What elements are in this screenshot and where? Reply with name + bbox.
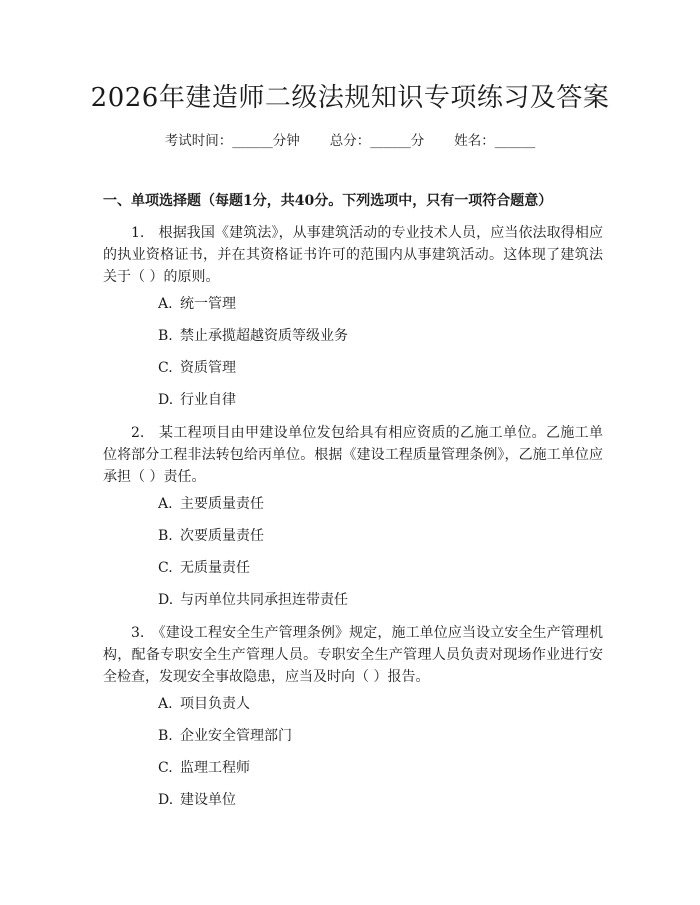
question-3-option-c bbox=[158, 758, 250, 778]
question-1-option-d bbox=[158, 390, 236, 410]
option-text: 资质管理 bbox=[180, 360, 236, 376]
option-letter: D. bbox=[158, 592, 174, 608]
question-2: 2. 某工程项目由甲建设单位发包给具有相应资质的乙施工单位。乙施工单位将部分工程非法转包给丙单位。根据《建设工程质量管理条例》，乙施工单位应承担（ ）责任。 bbox=[103, 425, 603, 485]
option-letter: D. bbox=[158, 792, 174, 808]
question-2-option-c bbox=[158, 558, 250, 578]
section-heading: 一、单项选择题（每题1分，共40分。下列选项中，只有一项符合题意） bbox=[103, 193, 553, 209]
option-text: 企业安全管理部门 bbox=[180, 728, 292, 744]
question-3-option-b bbox=[158, 726, 292, 746]
option-letter: B. bbox=[158, 328, 173, 344]
option-letter: C. bbox=[158, 560, 173, 576]
question-1: 1. 根据我国《建筑法》，从事建筑活动的专业技术人员，应当依法取得相应的执业资格证书，并在其资格证书许可的范围内从事建筑活动。这体现了建筑法关于（ ）的原则。 bbox=[103, 225, 603, 285]
option-letter: B. bbox=[158, 528, 173, 544]
name-field: 姓名：______ bbox=[454, 133, 536, 149]
question-3-option-d bbox=[158, 790, 236, 810]
question-3: 3. 《建设工程安全生产管理条例》规定，施工单位应当设立安全生产管理机构，配备专职安全生产管理人员。专职安全生产管理人员负责对现场作业进行安全检查，发现安全事故隐患，应当及时向（ ）报告。 bbox=[103, 625, 603, 685]
option-text: 禁止承揽超越资质等级业务 bbox=[180, 328, 348, 344]
exam-meta bbox=[0, 131, 700, 151]
question-2-option-b bbox=[158, 526, 264, 546]
option-text: 行业自律 bbox=[180, 392, 236, 408]
option-letter: A. bbox=[158, 696, 173, 712]
option-text: 建设单位 bbox=[180, 792, 236, 808]
question-3-option-a bbox=[158, 694, 250, 714]
question-2-option-d bbox=[158, 590, 348, 610]
option-text: 统一管理 bbox=[180, 296, 236, 312]
option-letter: A. bbox=[158, 496, 173, 512]
question-1-option-c bbox=[158, 358, 236, 378]
option-text: 项目负责人 bbox=[180, 696, 250, 712]
question-1-option-a bbox=[158, 294, 236, 314]
document-title: 2026年建造师二级法规知识专项练习及答案 bbox=[90, 83, 610, 113]
option-letter: B. bbox=[158, 728, 173, 744]
option-text: 主要质量责任 bbox=[180, 496, 264, 512]
option-text: 监理工程师 bbox=[180, 760, 250, 776]
exam-time-field: 考试时间：______分钟 bbox=[164, 133, 300, 149]
total-score-field: 总分：______分 bbox=[329, 133, 425, 149]
question-1-option-b bbox=[158, 326, 348, 346]
option-letter: D. bbox=[158, 392, 174, 408]
option-text: 次要质量责任 bbox=[180, 528, 264, 544]
option-letter: A. bbox=[158, 296, 173, 312]
option-text: 与丙单位共同承担连带责任 bbox=[180, 592, 348, 608]
option-letter: C. bbox=[158, 360, 173, 376]
option-letter: C. bbox=[158, 760, 173, 776]
option-text: 无质量责任 bbox=[180, 560, 250, 576]
question-2-option-a bbox=[158, 494, 264, 514]
